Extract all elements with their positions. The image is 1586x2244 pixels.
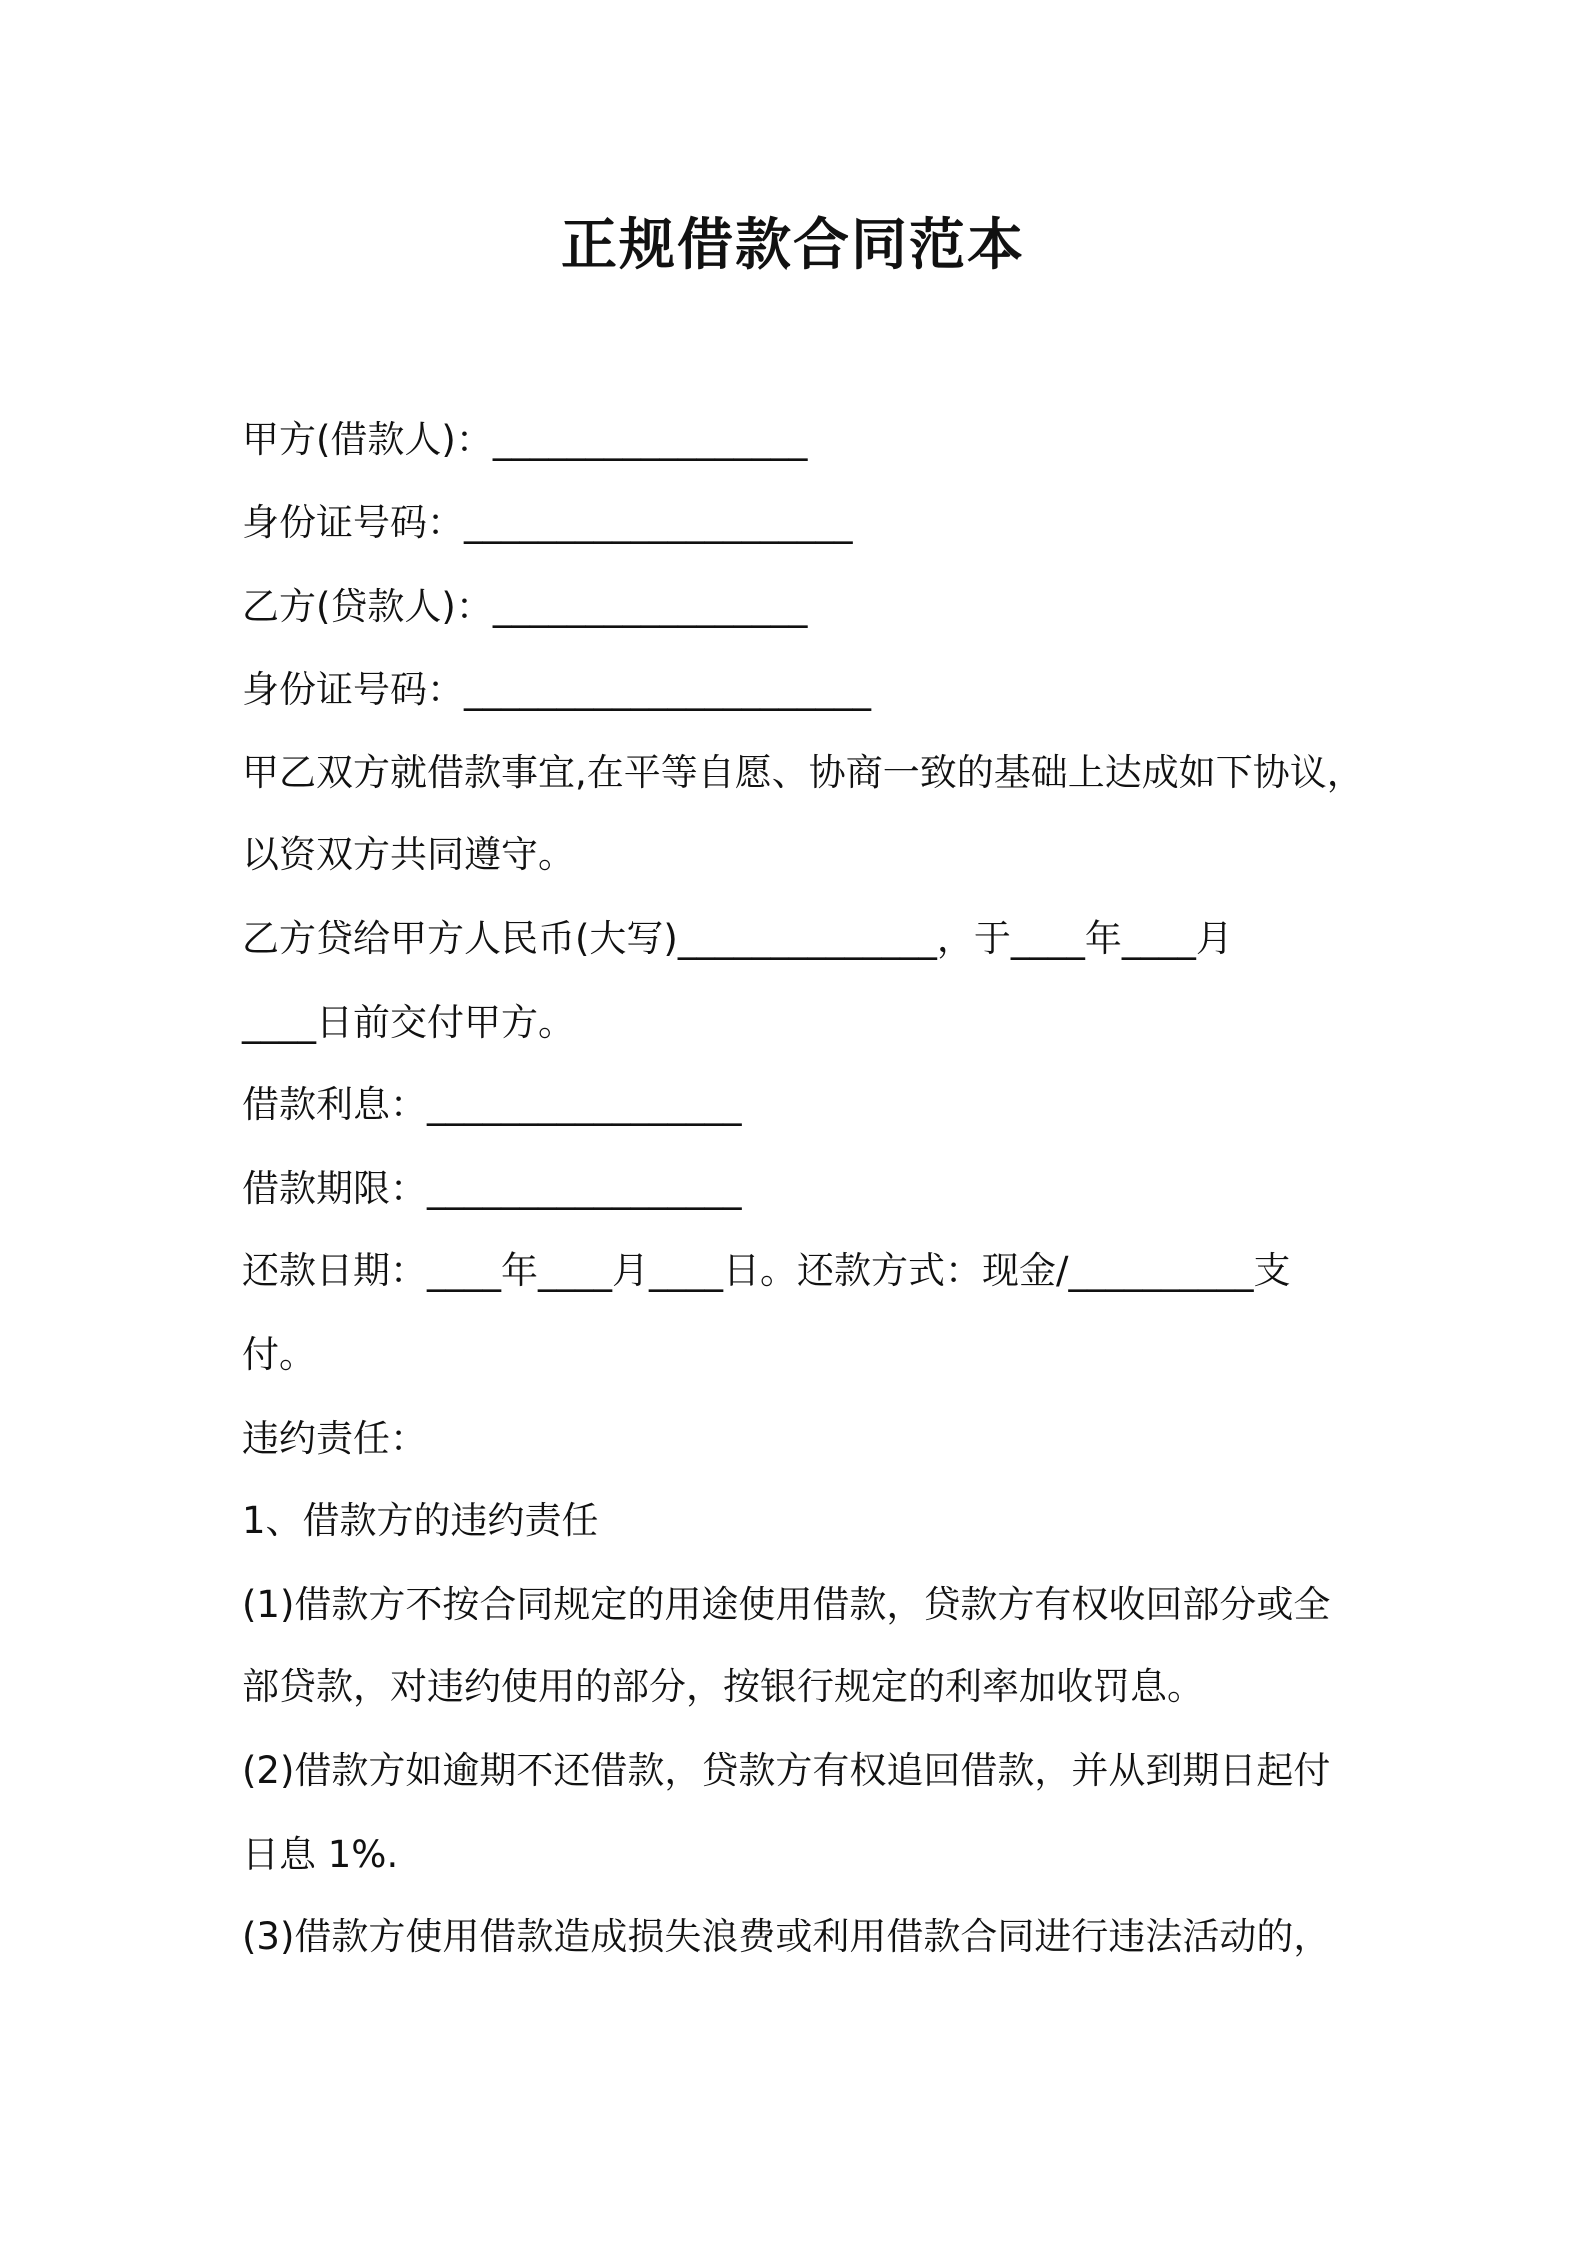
loan-interest-line: 借款利息：_________________ bbox=[242, 1083, 742, 1126]
repayment-line-1: 还款日期：____年____月____日。还款方式：现金/__________支 bbox=[242, 1249, 1291, 1292]
repayment-line-2: 付。 bbox=[242, 1333, 316, 1376]
agreement-preamble-line-2: 以资双方共同遵守。 bbox=[242, 833, 575, 876]
clause-1-line-2: 部贷款，对违约使用的部分，按银行规定的利率加收罚息。 bbox=[242, 1665, 1204, 1708]
borrower-breach-heading: 1、借款方的违约责任 bbox=[242, 1499, 599, 1542]
party-b-lender-line: 乙方(贷款人)：_________________ bbox=[242, 585, 808, 628]
party-a-id-number-line: 身份证号码：_____________________ bbox=[242, 501, 853, 544]
clause-1-line-1: (1)借款方不按合同规定的用途使用借款，贷款方有权收回部分或全 bbox=[242, 1583, 1331, 1626]
party-a-borrower-line: 甲方(借款人)：_________________ bbox=[242, 418, 808, 461]
clause-3-line-1: (3)借款方使用借款造成损失浪费或利用借款合同进行违法活动的， bbox=[242, 1915, 1331, 1958]
loan-amount-line-2: ____日前交付甲方。 bbox=[242, 1001, 575, 1044]
agreement-preamble-line-1: 甲乙双方就借款事宜,在平等自愿、协商一致的基础上达成如下协议， bbox=[242, 751, 1364, 794]
loan-term-line: 借款期限：_________________ bbox=[242, 1167, 742, 1210]
clause-2-line-2: 日息 1%. bbox=[242, 1833, 399, 1876]
party-b-id-number-line: 身份证号码：______________________ bbox=[242, 668, 871, 711]
loan-amount-line-1: 乙方贷给甲方人民币(大写)______________，于____年____月 bbox=[242, 917, 1233, 960]
document-title: 正规借款合同范本 bbox=[561, 213, 1025, 278]
clause-2-line-1: (2)借款方如逾期不还借款，贷款方有权追回借款，并从到期日起付 bbox=[242, 1749, 1331, 1792]
breach-liability-heading: 违约责任： bbox=[242, 1417, 427, 1460]
